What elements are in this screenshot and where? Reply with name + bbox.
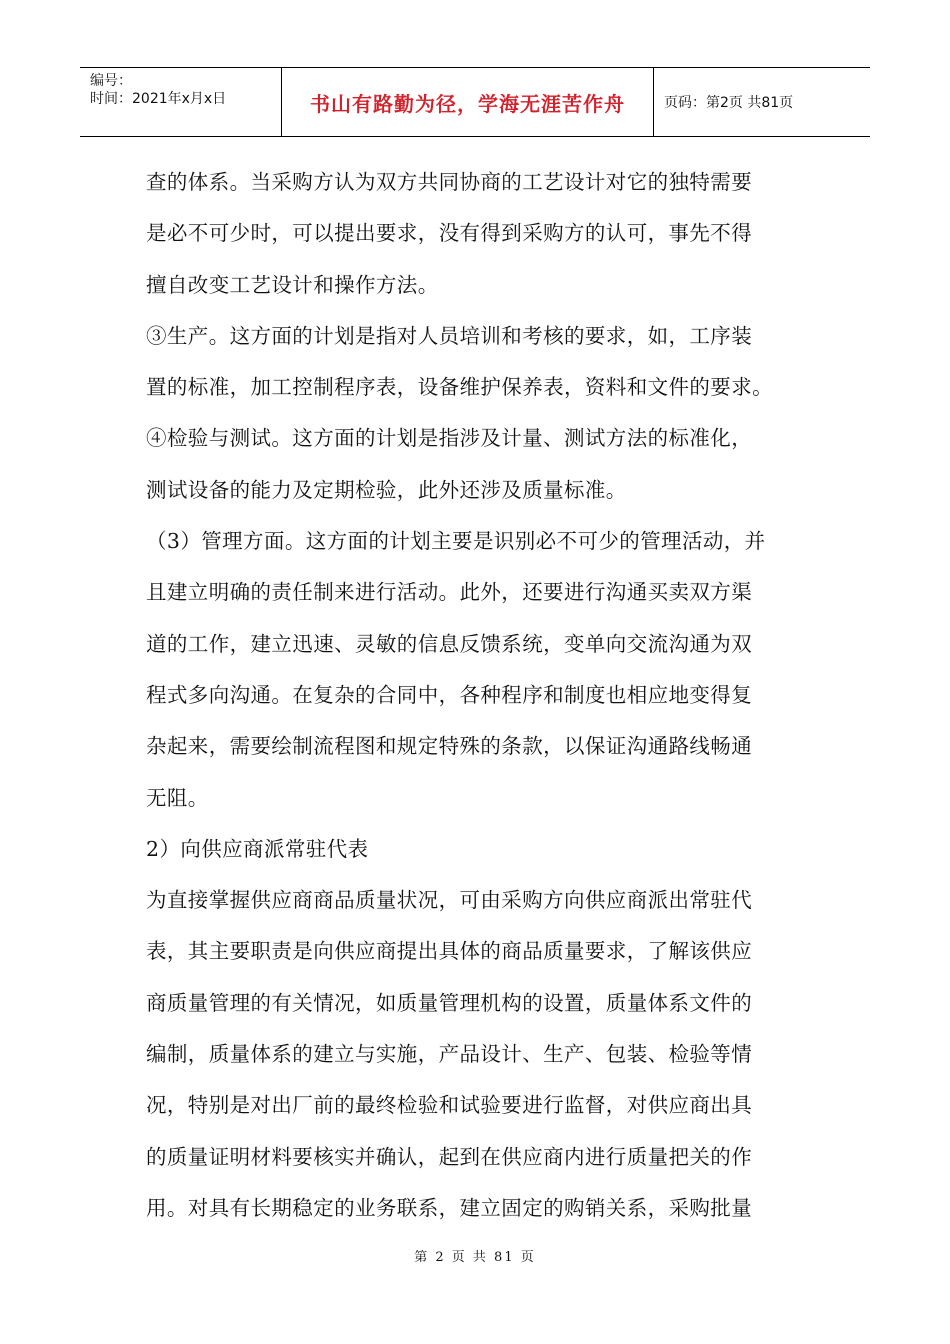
body-line: 杂起来，需要绘制流程图和规定特殊的条款，以保证沟通路线畅通 [146,734,753,759]
body-line: 表，其主要职责是向供应商提出具体的商品质量要求，了解该供应 [146,939,753,964]
body-line: ④检验与测试。这方面的计划是指涉及计量、测试方法的标准化， [146,426,753,451]
body-line: 且建立明确的责任制来进行活动。此外，还要进行沟通买卖双方渠 [146,580,753,605]
body-line: 道的工作，建立迅速、灵敏的信息反馈系统，变单向交流沟通为双 [146,631,753,656]
body-line: 况，特别是对出厂前的最终检验和试验要进行监督，对供应商出具 [146,1093,753,1118]
header-motto: 书山有路勤为径，学海无涯苦作舟 [282,68,654,136]
body-line: ③生产。这方面的计划是指对人员培训和考核的要求，如，工序装 [146,323,753,348]
body-line: 的质量证明材料要核实并确认，起到在供应商内进行质量把关的作 [146,1144,753,1169]
body-line: 测试设备的能力及定期检验，此外还涉及质量标准。 [146,477,627,502]
body-line: 置的标准，加工控制程序表，设备维护保养表，资料和文件的要求。 [146,375,773,400]
header-page-info: 页码：第2页 共81页 [664,95,794,111]
body-line: 商质量管理的有关情况，如质量管理机构的设置，质量体系文件的 [146,990,753,1015]
body-line: 用。对具有长期稳定的业务联系，建立固定的购销关系，采购批量 [146,1195,753,1220]
body-line: 程式多向沟通。在复杂的合同中，各种程序和制度也相应地变得复 [146,682,753,707]
body-line: 是必不可少时，可以提出要求，没有得到采购方的认可，事先不得 [146,221,753,246]
body-line: 擅自改变工艺设计和操作方法。 [146,272,439,297]
body-line: 编制，质量体系的建立与实施，产品设计、生产、包装、检验等情 [146,1042,753,1067]
body-line: 为直接掌握供应商商品质量状况，可由采购方向供应商派出常驻代 [146,888,753,913]
body-line: 无阻。 [146,785,209,810]
document-body [146,157,816,1234]
body-line: （3）管理方面。这方面的计划主要是识别必不可少的管理活动，并 [146,529,766,554]
document-number-label: 编号： [90,73,132,89]
body-line: 查的体系。当采购方认为双方共同协商的工艺设计对它的独特需要 [146,170,753,194]
page-header [80,67,870,137]
body-line: 2）向供应商派常驻代表 [146,836,369,861]
header-meta [80,68,282,136]
document-time: 时间：2021年x月x日 [90,91,227,107]
page-footer: 第 2 页 共 81 页 [414,1250,536,1265]
